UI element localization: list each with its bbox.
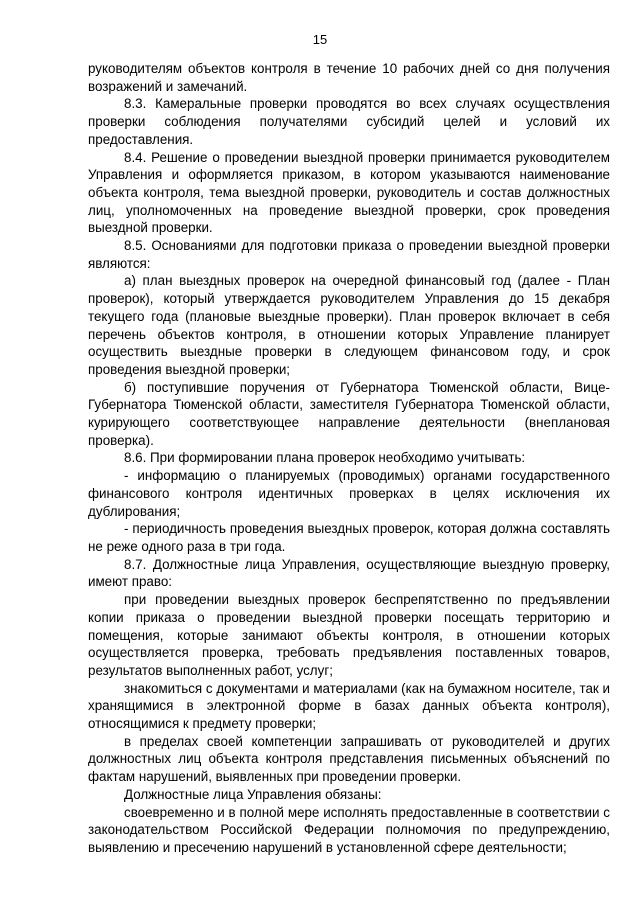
paragraph-8-6: 8.6. При формировании плана проверок необходимо учитывать: (124, 450, 526, 466)
paragraph-8-5-a: а) план выездных проверок на очередной финансовый год (далее - План проверок), который утверждается руководителем Управления до 15 декабря текущего года (плановые выездные проверки). План проверок включает в себя перечень объектов контроля, в отношении которых Управление планирует осуществить выездные проверки в следующем финансовом году, и срок проведения выездной проверки; (88, 273, 610, 377)
paragraph-8-5: 8.5. Основаниями для подготовки приказа о проведении выездной проверки являются: (88, 238, 610, 271)
paragraph-continuation: руководителям объектов контроля в течение 10 рабочих дней со дня получения возражений и замечаний. (88, 61, 610, 94)
document-body (88, 60, 610, 857)
paragraph-8-4: 8.4. Решение о проведении выездной проверки принимается руководителем Управления и оформляется приказом, в котором указываются наименование объекта контроля, тема выездной проверки, руководитель и состав должностных лиц, уполномоченных на проведение выездной проверки, срок проведения выездной проверки. (88, 149, 610, 236)
paragraph-8-6-item-2: - периодичность проведения выездных проверок, которая должна составлять не реже одного раза в три года. (88, 521, 610, 554)
paragraph-8-6-item-1: - информацию о планируемых (проводимых) органами государственного финансового контроля идентичных проверках в целях исключения их дублирования; (88, 468, 610, 519)
paragraph-8-7-right-2: знакомиться с документами и материалами (как на бумажном носителе, так и хранящимися в электронной форме в базах данных объекта контроля), относящимися к предмету проверки; (88, 680, 610, 732)
paragraph-8-7-right-1: при проведении выездных проверок беспрепятственно по предъявлении копии приказа о проведении выездной проверки посещать территорию и помещения, которые занимают объекты контроля, в отношении которых осуществляется проверка, требовать предъявления поставленных товаров, результатов выполненных работ, услуг; (88, 592, 610, 678)
paragraph-duties-heading: Должностные лица Управления обязаны: (124, 786, 382, 802)
page-number: 15 (312, 32, 328, 47)
paragraph-8-5-b: б) поступившие поручения от Губернатора Тюменской области, Вице-Губернатора Тюменской области, заместителя Губернатора Тюменской области, курирующего соответствующее направление деятельности (внеплановая проверка). (88, 379, 610, 448)
paragraph-8-3: 8.3. Камеральные проверки проводятся во всех случаях осуществления проверки соблюдения получателями субсидий целей и условий их предоставления. (88, 96, 610, 147)
paragraph-8-7: 8.7. Должностные лица Управления, осуществляющие выездную проверку, имеют право: (88, 556, 610, 590)
paragraph-duty-1: своевременно и в полной мере исполнять предоставленные в соответствии с законодательством Российской Федерации полномочия по предупреждению, выявлению и пресечению нарушений в установленной сфере деятельности; (88, 804, 610, 855)
paragraph-8-7-right-3: в пределах своей компетенции запрашивать от руководителей и других должностных лиц объекта контроля представления письменных объяснений по фактам нарушений, выявленных при проведении проверки. (88, 733, 610, 785)
